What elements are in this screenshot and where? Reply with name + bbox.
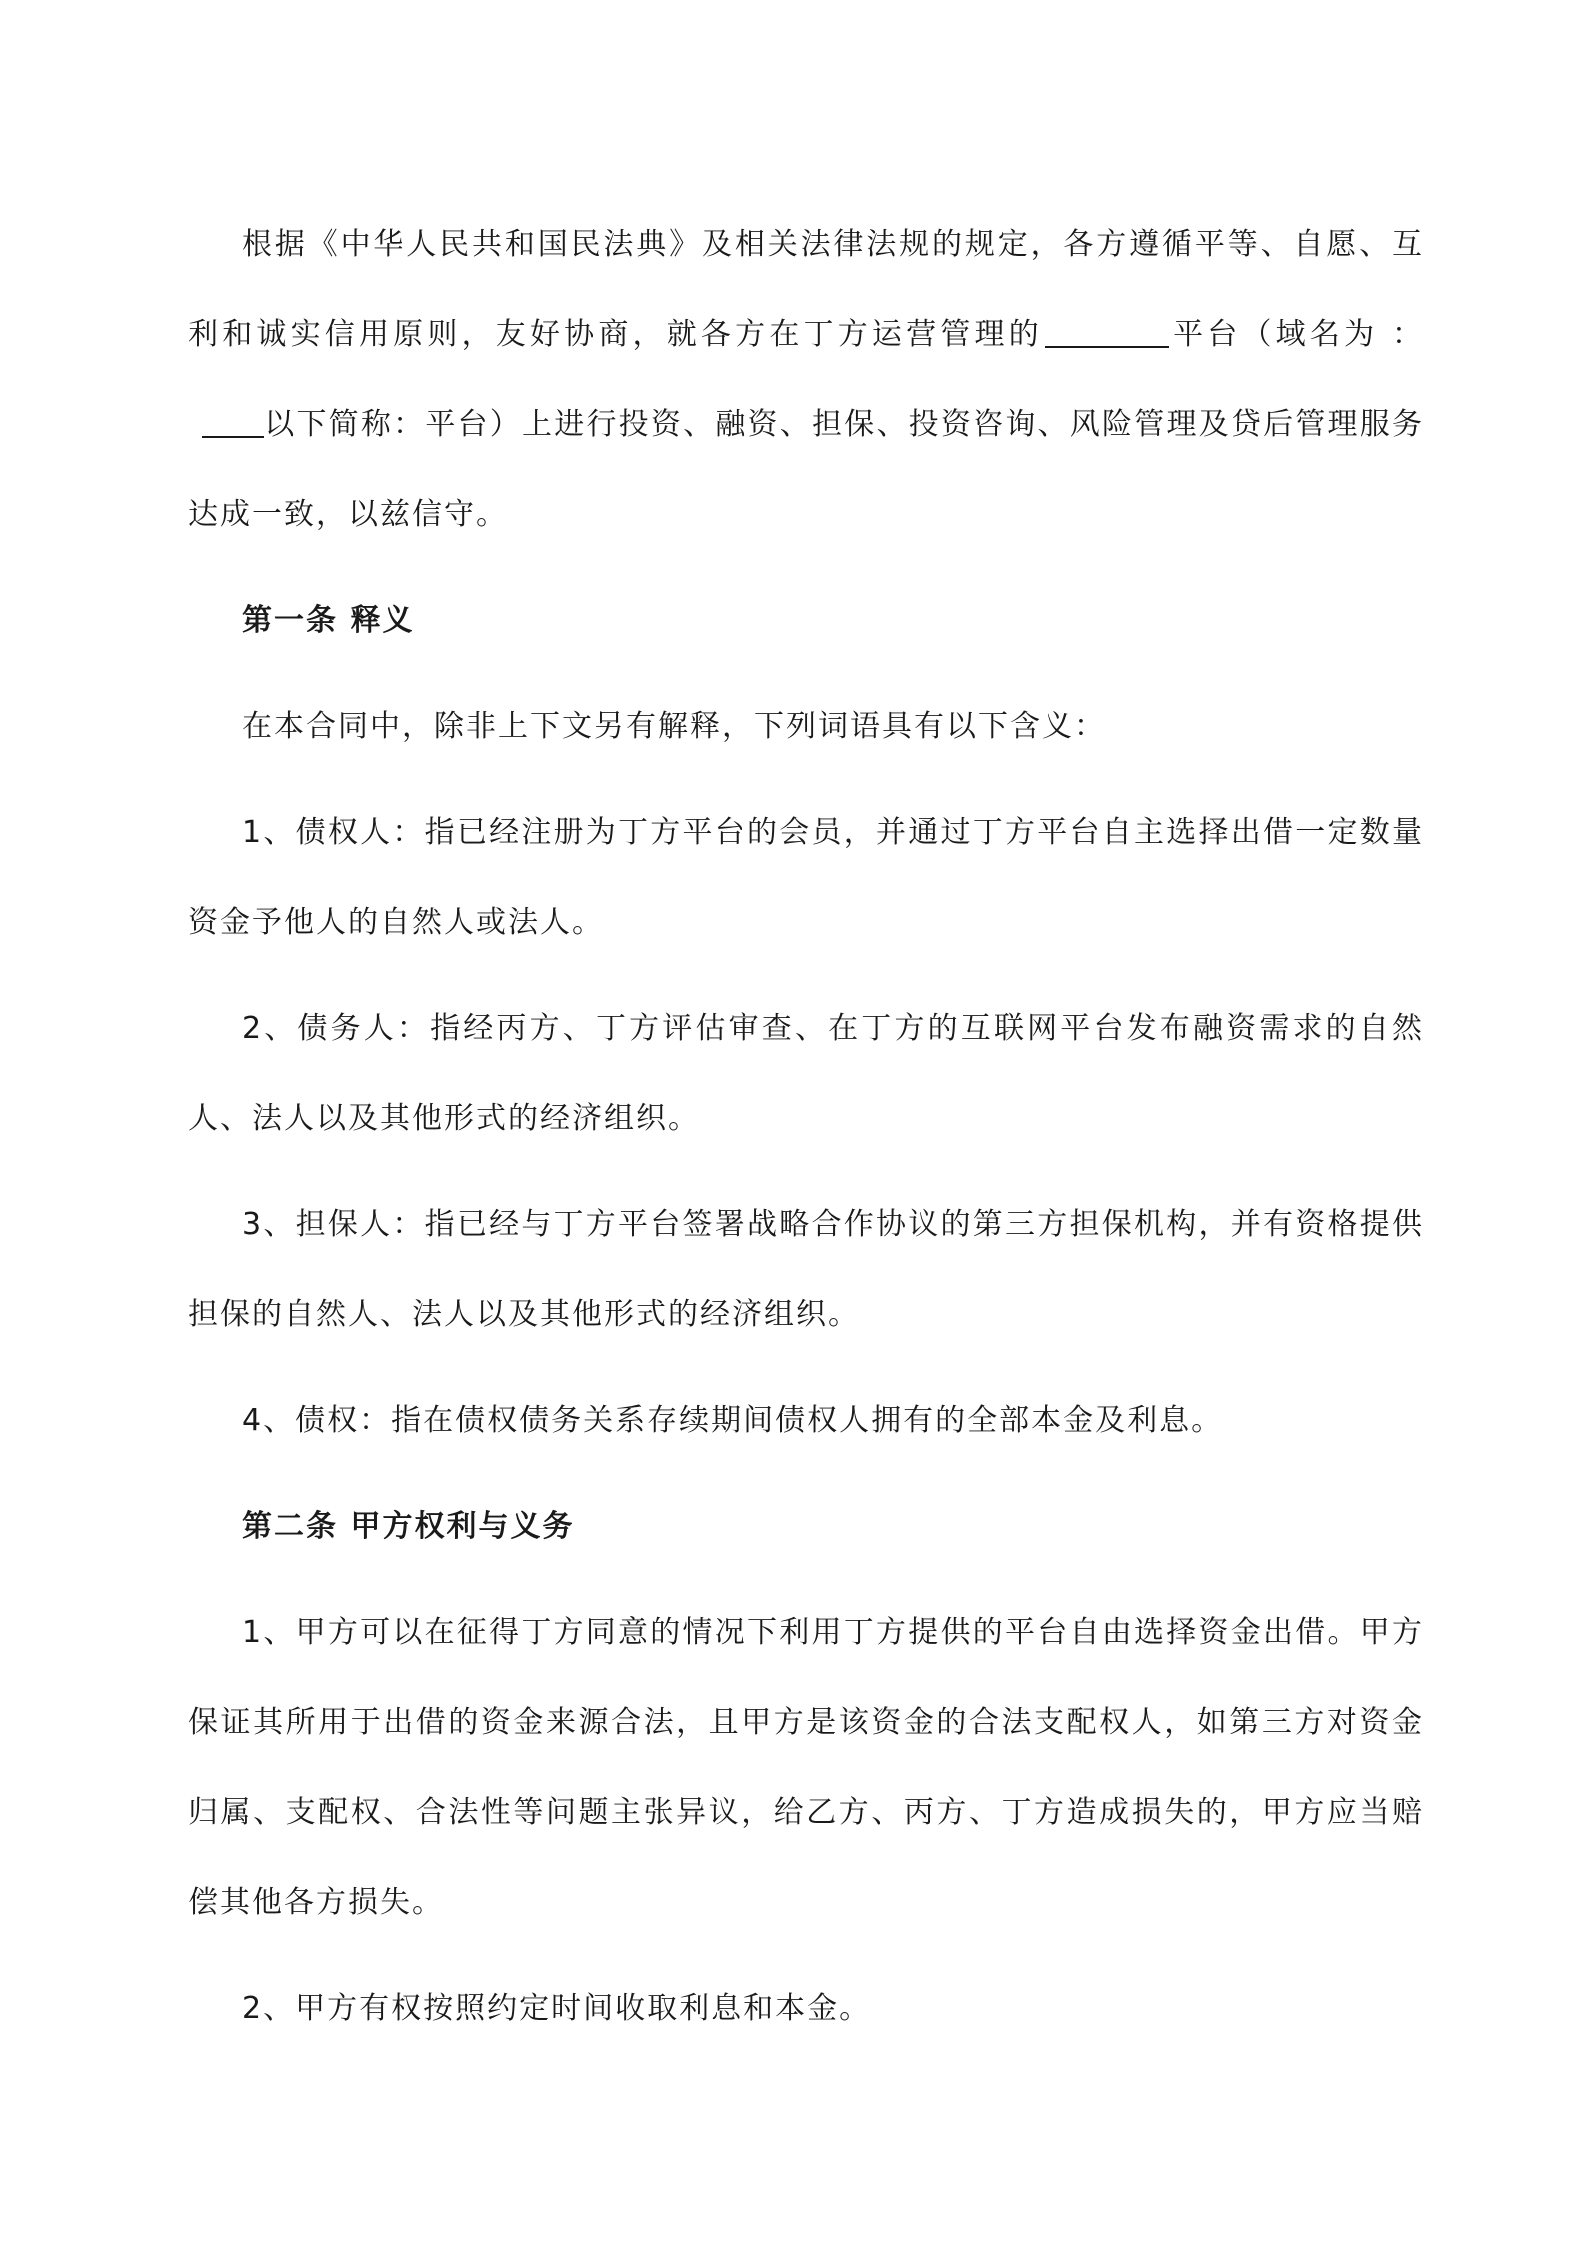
article1-lead: 在本合同中，除非上下文另有解释，下列词语具有以下含义： bbox=[242, 709, 1106, 744]
article1-title: 第一条 释义 bbox=[242, 603, 415, 638]
article2-item-2: 2、甲方有权按照约定时间收取利息和本金。 bbox=[242, 1991, 872, 2026]
article1-item-1: 1、债权人：指已经注册为丁方平台的会员，并通过丁方平台自主选择出借一定数量资金予他人的自然人或法人。 bbox=[188, 815, 1424, 940]
intro-text-part2: 平台（域名为 ： bbox=[1170, 317, 1424, 352]
intro-text-part1: 根据《中华人民共和国民法典》及相关法律法规的规定，各方遵循平等、自愿、互利和诚实信用原则，友好协商，就各方在丁方运营管理的 bbox=[188, 227, 1424, 352]
document-page bbox=[188, 200, 1424, 2070]
article1-item-3: 3、担保人：指已经与丁方平台签署战略合作协议的第三方担保机构，并有资格提供担保的自然人、法人以及其他形式的经济组织。 bbox=[188, 1207, 1424, 1332]
platform-name-blank bbox=[1045, 312, 1169, 348]
intro-text-part3: 以下简称：平台）上进行投资、融资、担保、投资咨询、风险管理及贷后管理服务达成一致，以兹信守。 bbox=[188, 407, 1424, 532]
domain-blank bbox=[202, 402, 264, 438]
intro-paragraph bbox=[188, 200, 1424, 560]
article2-title: 第二条 甲方权利与义务 bbox=[242, 1509, 575, 1544]
article1-item-2: 2、债务人：指经丙方、丁方评估审查、在丁方的互联网平台发布融资需求的自然人、法人以及其他形式的经济组织。 bbox=[188, 1011, 1424, 1136]
article1-item-4: 4、债权：指在债权债务关系存续期间债权人拥有的全部本金及利息。 bbox=[242, 1403, 1224, 1438]
article2-item-1: 1、甲方可以在征得丁方同意的情况下利用丁方提供的平台自由选择资金出借。甲方保证其所用于出借的资金来源合法，且甲方是该资金的合法支配权人，如第三方对资金归属、支配权、合法性等问题主张异议，给乙方、丙方、丁方造成损失的，甲方应当赔偿其他各方损失。 bbox=[188, 1615, 1424, 1920]
